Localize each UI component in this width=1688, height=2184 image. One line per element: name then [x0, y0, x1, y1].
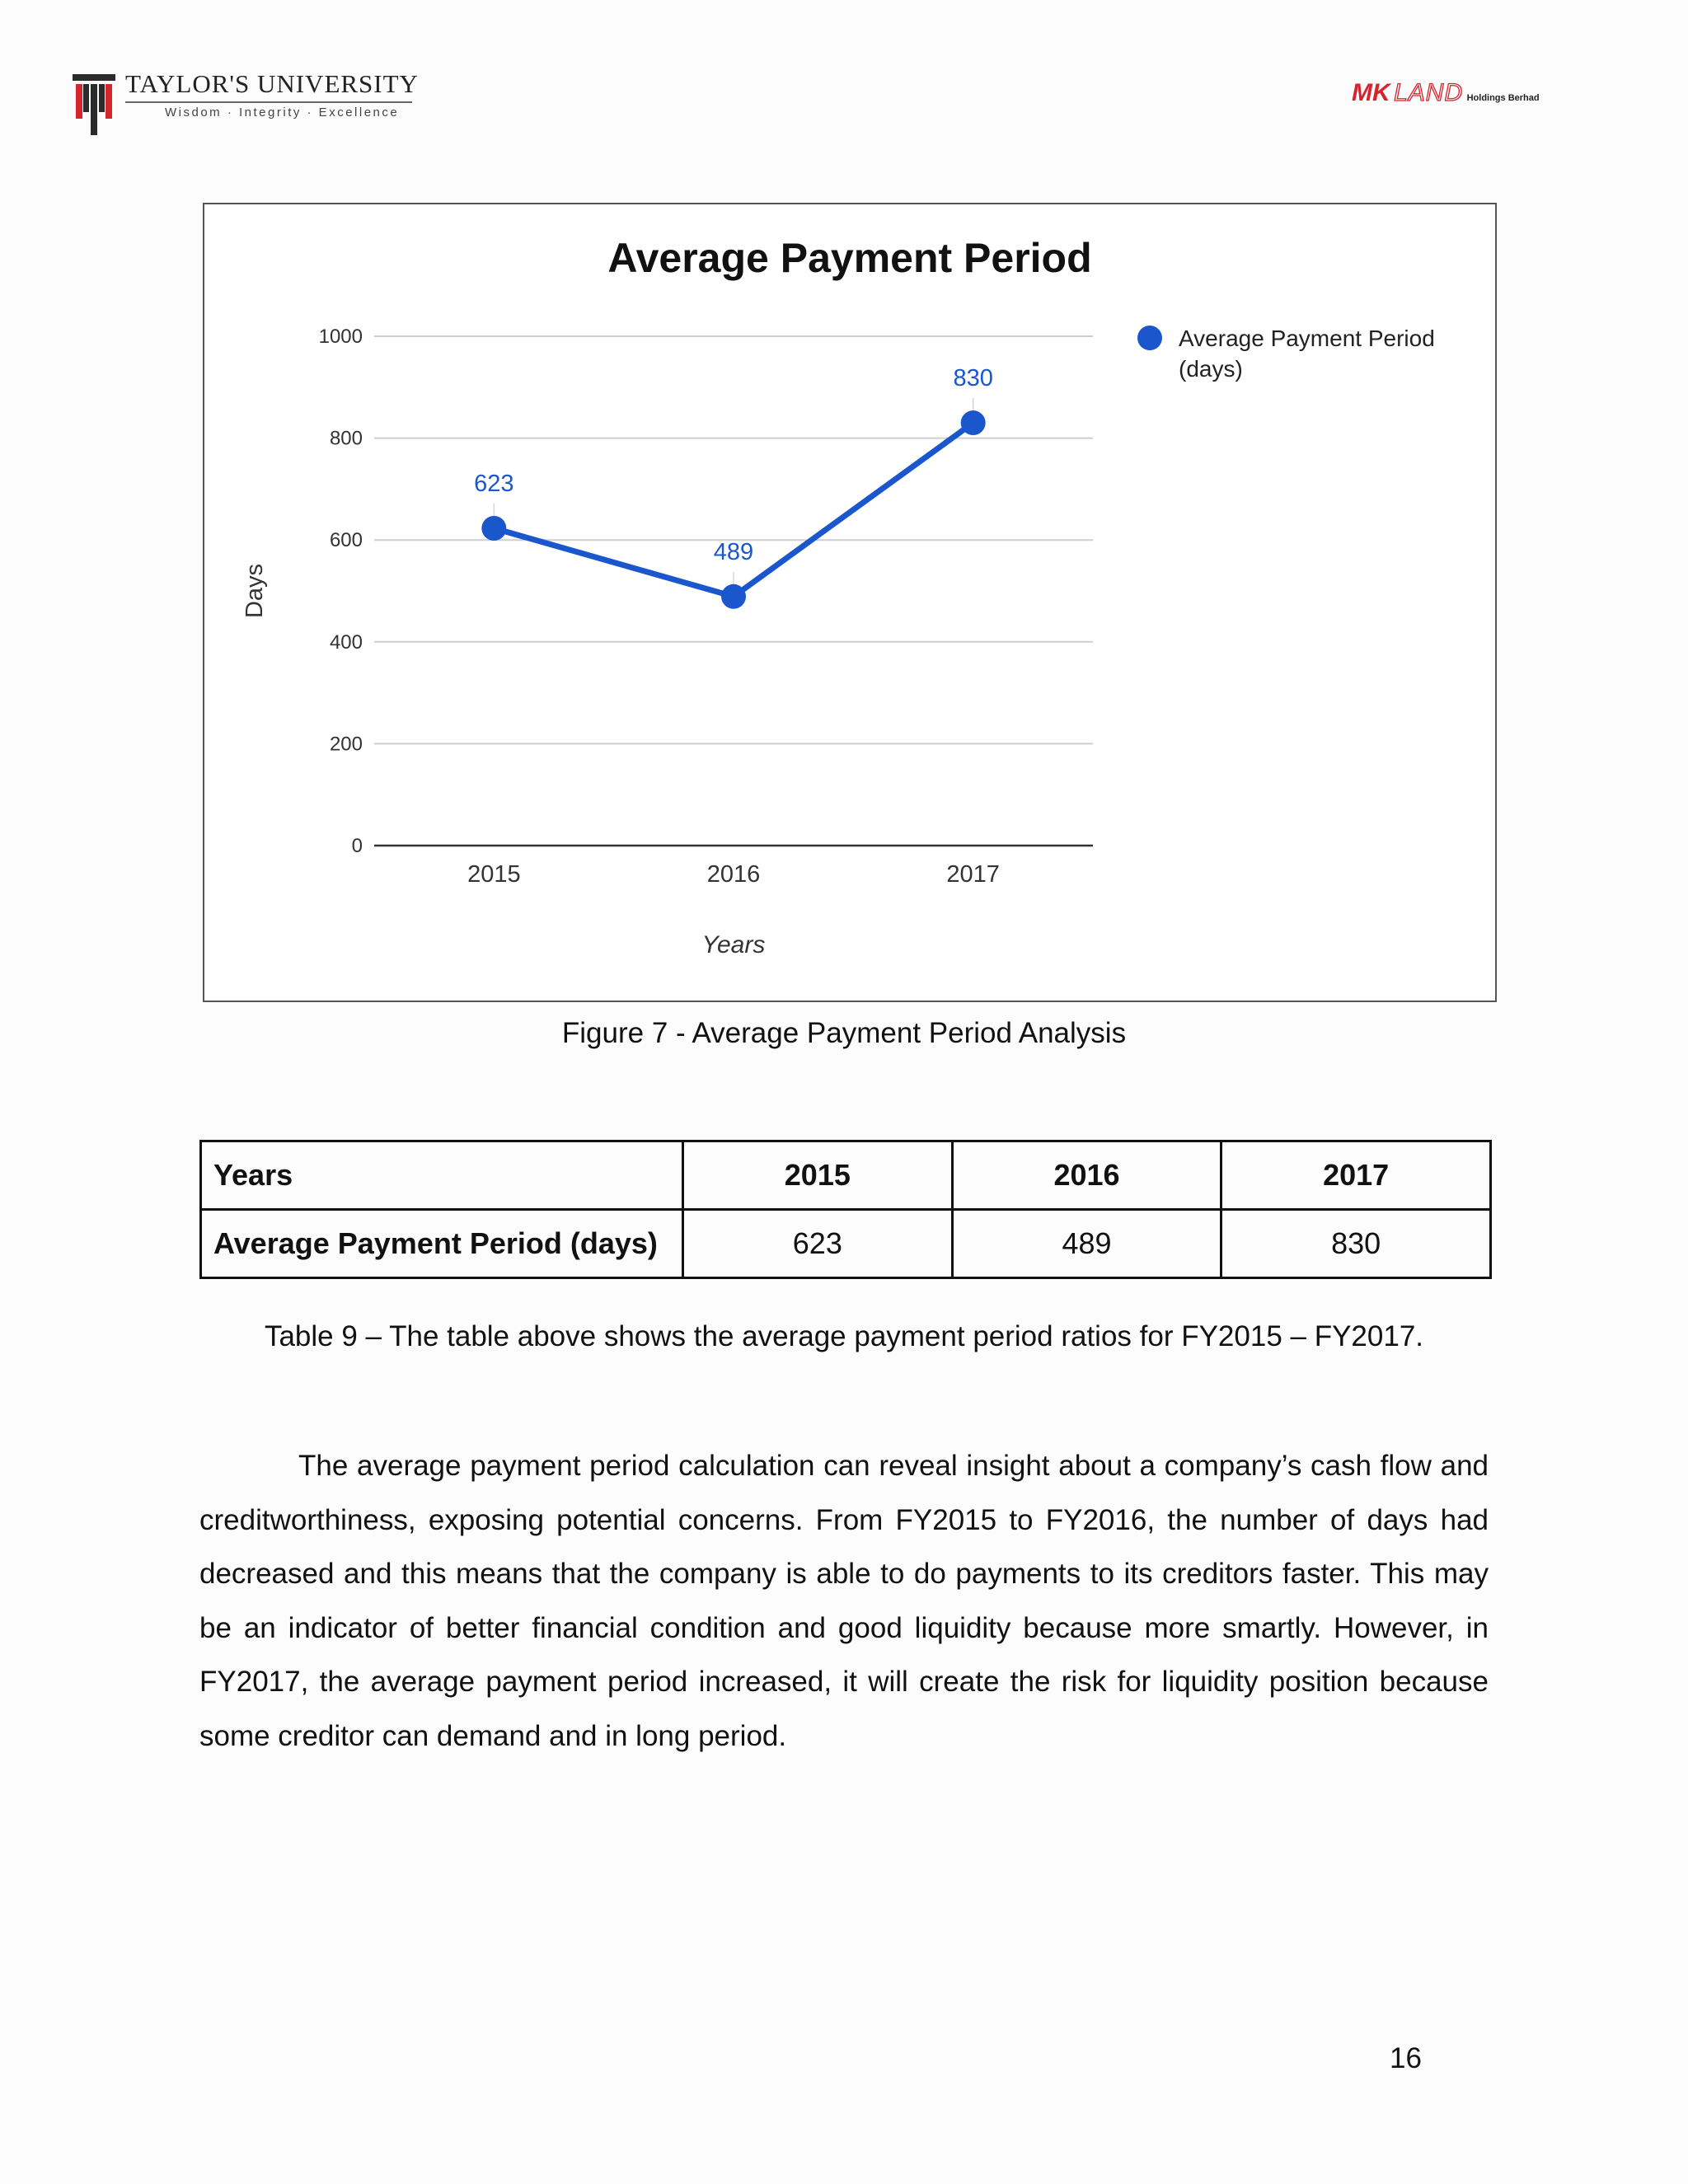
table-header-cell: 2017	[1221, 1141, 1491, 1210]
table-row-label: Average Payment Period (days)	[201, 1210, 683, 1278]
legend-label: (days)	[1179, 356, 1243, 382]
data-label: 489	[713, 538, 754, 565]
page-number: 16	[1390, 2042, 1422, 2074]
table-header-cell: 2016	[952, 1141, 1221, 1210]
taylors-university-crest-icon	[69, 73, 119, 138]
legend-label: Average Payment Period	[1179, 326, 1435, 351]
table-cell: 623	[683, 1210, 953, 1278]
university-logo-rule	[125, 101, 412, 103]
series-line	[494, 423, 973, 597]
university-motto: Wisdom · Integrity · Excellence	[165, 105, 400, 120]
mk-land-logo-mk: MK	[1352, 79, 1390, 106]
chart-title: Average Payment Period	[607, 235, 1092, 281]
y-tick-label: 400	[329, 630, 363, 654]
mk-land-logo-land: LAND	[1394, 79, 1464, 106]
x-tick-label: 2016	[706, 861, 761, 888]
table-header-cell: 2015	[683, 1141, 953, 1210]
data-point	[481, 516, 506, 541]
y-tick-label: 800	[329, 427, 363, 450]
x-tick-label: 2015	[467, 861, 521, 888]
data-label: 623	[474, 470, 514, 497]
university-name: TAYLOR'S UNIVERSITY	[125, 69, 419, 98]
table-caption: Table 9 – The table above shows the average payment period ratios for FY2015 – FY2017.	[264, 1320, 1424, 1352]
data-point	[721, 584, 746, 609]
figure-caption: Figure 7 - Average Payment Period Analysis	[561, 1017, 1127, 1049]
y-axis-label: Days	[241, 563, 268, 619]
body-paragraph: The average payment period calculation can reveal insight about a company’s cash flow and creditworthiness, exposing potential concerns. From FY2015 to FY2016, the number of days had decreased and this means that the company is able to do payments to its creditors faster. This may be an indicator of better financial condition and good liquidity because more smartly. However, in FY2017, the average payment period increased, it will create the risk for liquidity position because some creditor can demand and in long period.	[199, 1450, 1489, 1752]
y-tick-label: 1000	[318, 326, 363, 348]
table-header-row	[201, 1141, 1491, 1210]
average-payment-period-chart	[204, 204, 1495, 1001]
x-axis-label: Years	[701, 931, 766, 958]
x-tick-label: 2017	[946, 861, 1000, 888]
table-cell: 489	[952, 1210, 1221, 1278]
data-label: 830	[953, 365, 993, 392]
y-tick-label: 200	[329, 733, 363, 756]
y-tick-label: 0	[351, 835, 363, 857]
y-tick-label: 600	[329, 529, 363, 552]
mk-land-logo	[1352, 79, 1540, 107]
data-point	[961, 410, 986, 435]
payment-period-table	[199, 1140, 1492, 1279]
legend-marker	[1137, 326, 1162, 350]
mk-land-logo-suffix: Holdings Berhad	[1466, 93, 1540, 103]
chart-frame	[203, 203, 1497, 1002]
table-cell: 830	[1221, 1210, 1491, 1278]
table-row	[201, 1210, 1491, 1278]
table-header-label: Years	[201, 1141, 683, 1210]
